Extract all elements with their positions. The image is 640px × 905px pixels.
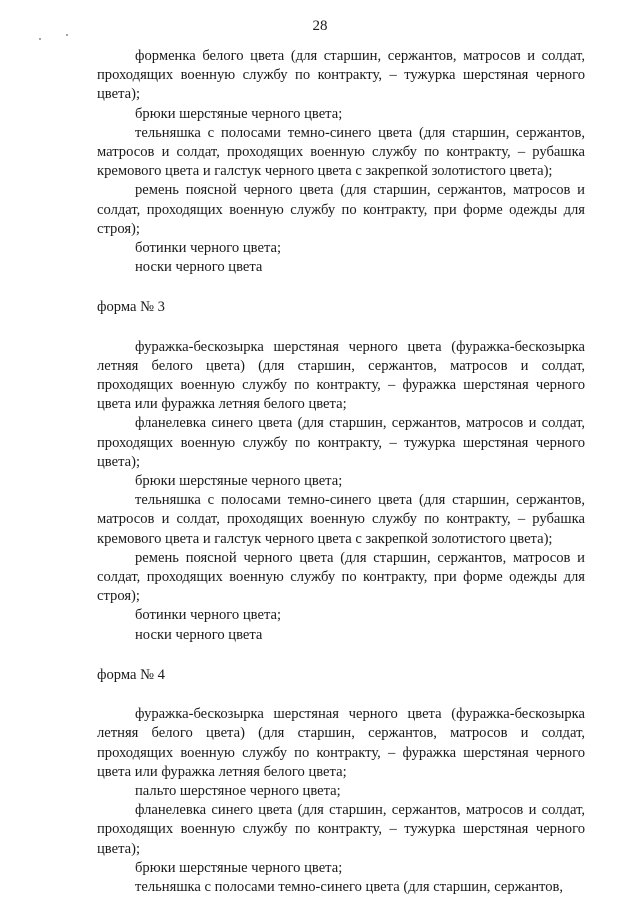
paragraph: фуражка-бескозырка шерстяная черного цвета (фуражка-бескозырка летняя белого цвета) (для старшин, сержантов, матросов и солдат, проходящих военную службу по контракту, – фуражка шерстяная черного цвета или фуражка летняя белого цвета; (97, 338, 585, 413)
paragraph: пальто шерстяное черного цвета; (135, 782, 341, 799)
scan-speck (66, 34, 68, 36)
document-body (97, 47, 585, 897)
paragraph: тельняшка с полосами темно-синего цвета (для старшин, сержантов, матросов и солдат, проходящих военную службу по контракту, – рубашка кремового цвета и галстук черного цвета с закрепкой золотистого цвета); (97, 492, 585, 547)
paragraph: брюки шерстяные черного цвета; (135, 105, 343, 122)
paragraph: тельняшка с полосами темно-синего цвета (для старшин, сержантов, матросов и солдат, проходящих военную службу по контракту, – рубашка кремового цвета и галстук черного цвета с закрепкой золотистого цвета); (97, 124, 585, 180)
paragraph: фланелевка синего цвета (для старшин, сержантов, матросов и солдат, проходящих военную службу по контракту, – тужурка шерстяная черного цвета); (97, 802, 585, 857)
paragraph: носки черного цвета (135, 259, 263, 276)
paragraph: тельняшка с полосами темно-синего цвета (для старшин, сержантов, (135, 878, 564, 895)
paragraph: фланелевка синего цвета (для старшин, сержантов, матросов и солдат, проходящих военную службу по контракту, – тужурка шерстяная черного цвета); (97, 415, 585, 470)
section-heading-form-3: форма № 3 (97, 299, 165, 316)
paragraph: брюки шерстяные черного цвета; (135, 859, 343, 876)
paragraph: брюки шерстяные черного цвета; (135, 473, 343, 490)
paragraph: носки черного цвета (135, 626, 263, 643)
paragraph: ботинки черного цвета; (135, 607, 282, 624)
paragraph: фуражка-бескозырка шерстяная черного цвета (фуражка-бескозырка летняя белого цвета) (для старшин, сержантов, матросов и солдат, проходящих военную службу по контракту, – фуражка шерстяная черного цвета или фуражка летняя белого цвета; (97, 706, 585, 780)
paragraph: ботинки черного цвета; (135, 240, 282, 257)
scan-speck (39, 38, 41, 40)
paragraph: ремень поясной черного цвета (для старшин, сержантов, матросов и солдат, проходящих военную службу по контракту, при форме одежды для строя); (97, 182, 585, 237)
paragraph: форменка белого цвета (для старшин, сержантов, матросов и солдат, проходящих военную службу по контракту, – тужурка шерстяная черного цвета); (97, 48, 585, 103)
paragraph: ремень поясной черного цвета (для старшин, сержантов, матросов и солдат, проходящих военную службу по контракту, при форме одежды для строя); (97, 549, 585, 605)
page-number: 28 (312, 18, 328, 34)
section-heading-form-4: форма № 4 (97, 666, 165, 683)
